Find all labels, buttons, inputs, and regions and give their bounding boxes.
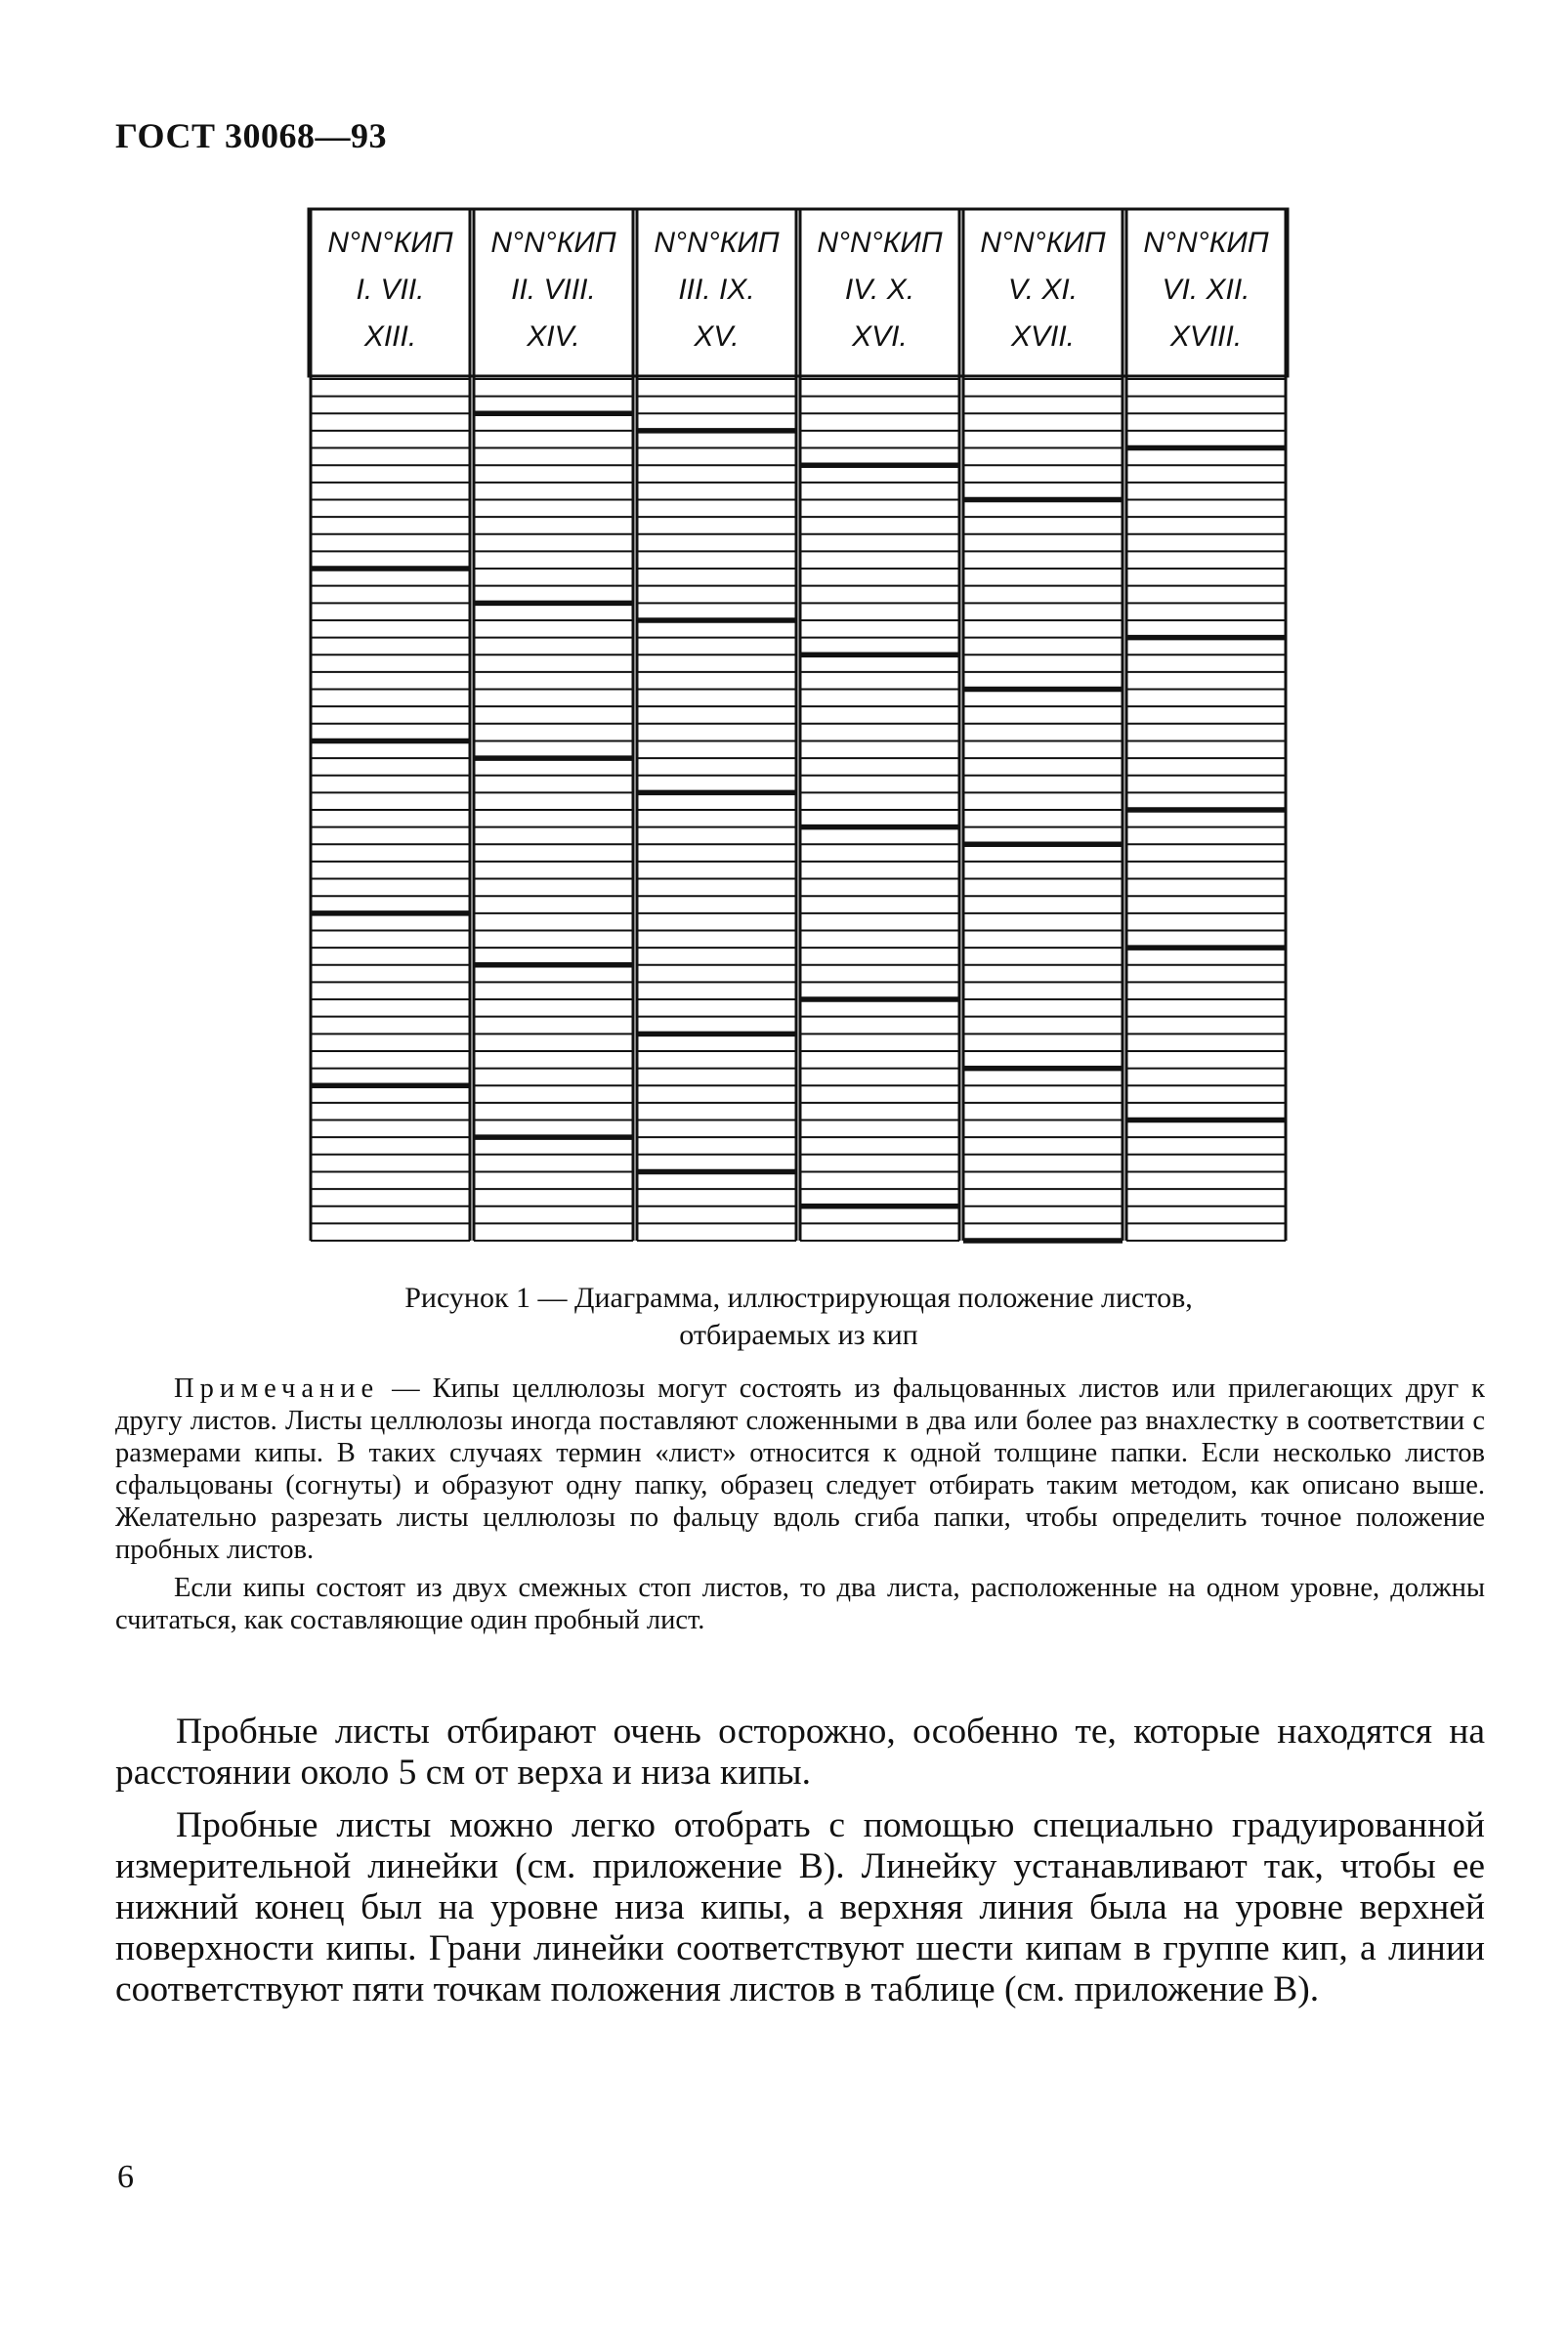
- page-number: 6: [117, 2159, 134, 2195]
- body-paragraph-2: Пробные листы можно легко отобрать с помощью специально градуированной измерительной линейки (см. приложение В). Линейку устанавливают так, чтобы ее нижний конец был на уровне низа кипы, а верхняя линия была на уровне верхней поверхности кипы. Грани линейки соответствуют шести кипам в группе кип, а линии соответствуют пяти точкам положения листов в таблице (см. приложение В).: [115, 1805, 1485, 2009]
- column-header-label: XVIII.: [1169, 320, 1243, 353]
- column-header-label: N°N°КИП: [327, 227, 453, 259]
- column-header-label: N°N°КИП: [490, 227, 616, 259]
- column-header-label: XIII.: [363, 320, 417, 353]
- column-header-label: XVII.: [1010, 320, 1076, 353]
- body-paragraph-1: Пробные листы отбирают очень осторожно, особенно те, которые находятся на расстоянии около 5 см от верха и низа кипы.: [115, 1712, 1485, 1793]
- note-label: Примечание: [174, 1374, 380, 1404]
- column-header-label: V. XI.: [1007, 274, 1079, 306]
- column-header-label: IV. X.: [844, 274, 915, 306]
- column-header-label: N°N°КИП: [980, 227, 1106, 259]
- body-text: [115, 1712, 1485, 2010]
- column-header-label: XIV.: [527, 320, 580, 353]
- figure-caption-line-2: отбираемых из кип: [679, 1319, 918, 1351]
- column-header-label: N°N°КИП: [817, 227, 943, 259]
- diagram-header-frame: [309, 209, 1288, 376]
- figure-caption-line-1: Рисунок 1 — Диаграмма, иллюстрирующая положение листов,: [404, 1282, 1193, 1314]
- column-header-label: XV.: [694, 320, 740, 353]
- column-header-label: I. VII.: [356, 274, 425, 306]
- column-header-label: II. VIII.: [511, 274, 596, 306]
- figure-caption: [274, 1280, 1324, 1354]
- column-header-label: N°N°КИП: [654, 227, 780, 259]
- note-text: — Кипы целлюлозы могут состоять из фальцованных листов или прилегающих друг к другу листов. Листы целлюлозы иногда поставляют сложенными в два или более раз внахлестку в соответствии с размерами кипы. В таких случаях термин «лист» относится к одной толщине папки. Если несколько листов сфальцованы (согнуты) и образуют одну папку, образец следует отбирать таким методом, как описано выше. Желательно разрезать листы целлюлозы по фальцу вдоль сгиба папки, чтобы определить точное положение пробных листов.: [115, 1374, 1485, 1565]
- note-paragraph-2: Если кипы состоят из двух смежных стоп листов, то два листа, расположенные на одном уровне, должны считаться, как составляющие один пробный лист.: [115, 1573, 1485, 1635]
- column-header-label: XVI.: [852, 320, 908, 353]
- note-paragraph-1: [115, 1373, 1485, 1566]
- note-block: [115, 1373, 1485, 1636]
- column-header-label: III. IX.: [678, 274, 755, 306]
- column-header-label: VI. XII.: [1162, 274, 1250, 306]
- column-header-label: N°N°КИП: [1143, 227, 1269, 259]
- bale-sheet-diagram: [305, 205, 1292, 1250]
- document-header: ГОСТ 30068—93: [115, 116, 387, 155]
